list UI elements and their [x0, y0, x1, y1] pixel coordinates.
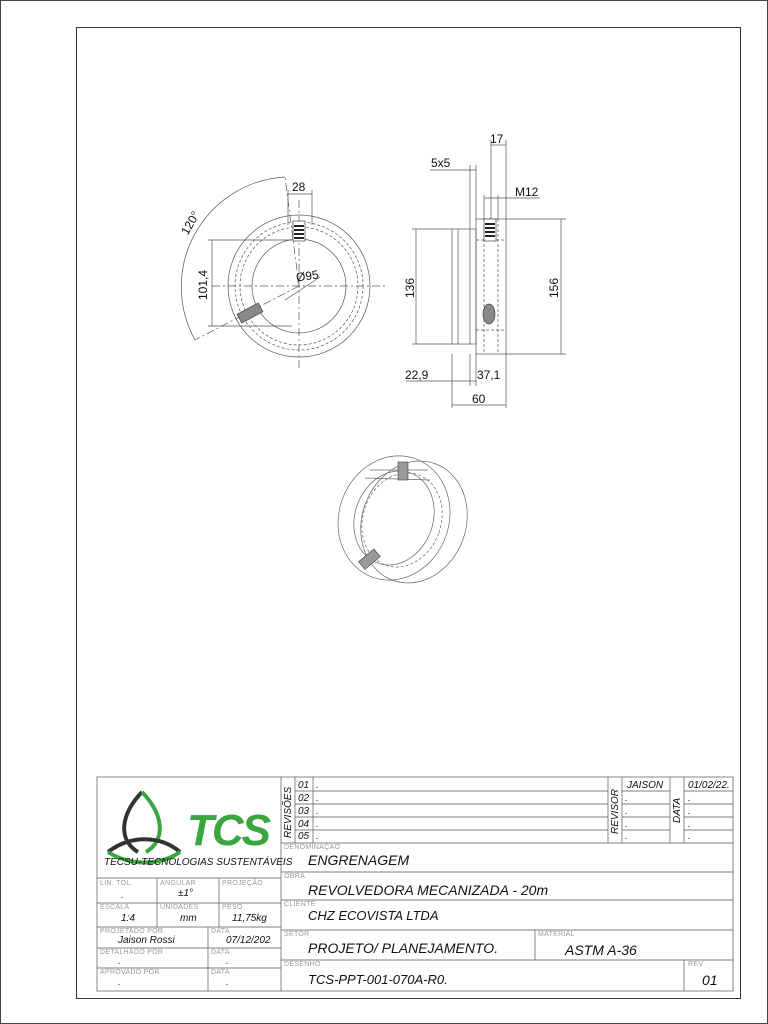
rev-num: 05 [298, 831, 310, 842]
front-threaded-hole-diag [237, 303, 263, 323]
revisions-title: REVISÕES [283, 786, 294, 838]
rev-desc: . [316, 819, 319, 830]
rev-label: REV [688, 961, 704, 968]
angular-value: ±1° [178, 888, 194, 899]
data-value: . [688, 819, 691, 830]
iso-threaded-hole-side [358, 549, 380, 570]
data3-label: DATA [211, 969, 230, 976]
dim-diameter: Ø95 [295, 267, 320, 285]
desenho-label: DESENHO [284, 961, 321, 968]
side-threaded-hole-mid [483, 304, 495, 324]
peso-label: PESO [222, 904, 243, 911]
angle-arc [181, 177, 285, 340]
revisor-value: JAISON [627, 780, 664, 791]
material-value: ASTM A-36 [565, 942, 637, 958]
peso-value: 11,75kg [232, 913, 267, 924]
dim-37-1: 37,1 [477, 368, 501, 382]
projetado-value: Jaison Rossi [118, 935, 175, 946]
unidades-label: UNIDADES [160, 904, 199, 911]
revisor-value: . [625, 831, 628, 842]
data-value: 01/02/22. [688, 780, 730, 791]
aprovado-label: APROVADO POR [100, 969, 160, 976]
rev-desc: . [316, 831, 319, 842]
rev-desc: . [316, 780, 319, 791]
data1-value: 07/12/202 [226, 935, 271, 946]
cliente-value: CHZ ECOVISTA LTDA [308, 908, 439, 923]
unidades-value: mm [180, 913, 197, 924]
tcs-logo-symbol [108, 792, 180, 863]
rev-num: 04 [298, 819, 310, 830]
denominacao-value: ENGRENAGEM [308, 852, 410, 868]
rev-num: 02 [298, 793, 310, 804]
obra-label: OBRA [284, 873, 306, 880]
escala-label: ESCALA [100, 904, 130, 911]
side-threaded-hole-top [484, 219, 496, 241]
setor-label: SETOR [284, 931, 310, 938]
revisor-value: . [625, 819, 628, 830]
dim-60: 60 [472, 392, 486, 406]
side-hub [452, 229, 476, 344]
rev-desc: . [316, 793, 319, 804]
data-value: . [688, 793, 691, 804]
data2-label: DATA [211, 949, 230, 956]
data1-label: DATA [211, 928, 230, 935]
material-label: MATERIAL [538, 931, 575, 938]
linear-label: LIN. TOL. [100, 880, 133, 887]
dim-156: 156 [547, 277, 561, 298]
dim-17: 17 [490, 132, 504, 146]
dim-28: 28 [292, 180, 306, 194]
front-threaded-hole-top [293, 221, 305, 241]
dim-5x5: 5x5 [431, 156, 451, 170]
company-name: TECSU-TECNOLOGIAS SUSTENTÁVEIS [104, 857, 293, 868]
rev-value: 01 [702, 972, 718, 988]
linear-value: . [121, 890, 124, 901]
dim-136: 136 [403, 277, 417, 298]
detalhado-value: . [118, 956, 121, 967]
data-value: . [688, 831, 691, 842]
obra-value: REVOLVEDORA MECANIZADA - 20m [308, 882, 549, 898]
rev-num: 01 [298, 780, 310, 791]
dim-angle: 120° [178, 208, 203, 238]
setor-value: PROJETO/ PLANEJAMENTO. [308, 940, 499, 956]
dim-m12: M12 [515, 185, 539, 199]
escala-value: 1:4 [121, 913, 135, 924]
dim-22-9: 22,9 [405, 368, 429, 382]
dim-101-4: 101,4 [196, 269, 210, 300]
revisor-value: . [625, 793, 628, 804]
aprovado-value: . [118, 977, 121, 988]
iso-threaded-hole-top [398, 462, 408, 480]
rev-desc: . [316, 806, 319, 817]
data-title: DATA [672, 797, 683, 823]
projecao-label: PROJEÇÃO [222, 880, 263, 887]
projetado-label: PROJETADO POR [100, 928, 164, 935]
revisor-title: REVISOR [610, 788, 621, 834]
desenho-value: TCS-PPT-001-070A-R0. [308, 972, 448, 987]
logo-wordmark: TCS [187, 806, 269, 855]
cliente-label: CLIENTE [284, 901, 316, 908]
data-value: . [688, 806, 691, 817]
data2-value: . [226, 956, 229, 967]
angular-label: ANGULAR [160, 880, 196, 887]
denominacao-label: DENOMINAÇÃO [284, 844, 341, 851]
detalhado-label: DETALHADO POR [100, 949, 164, 956]
data3-value: . [226, 977, 229, 988]
rev-num: 03 [298, 806, 310, 817]
revisor-value: . [625, 806, 628, 817]
